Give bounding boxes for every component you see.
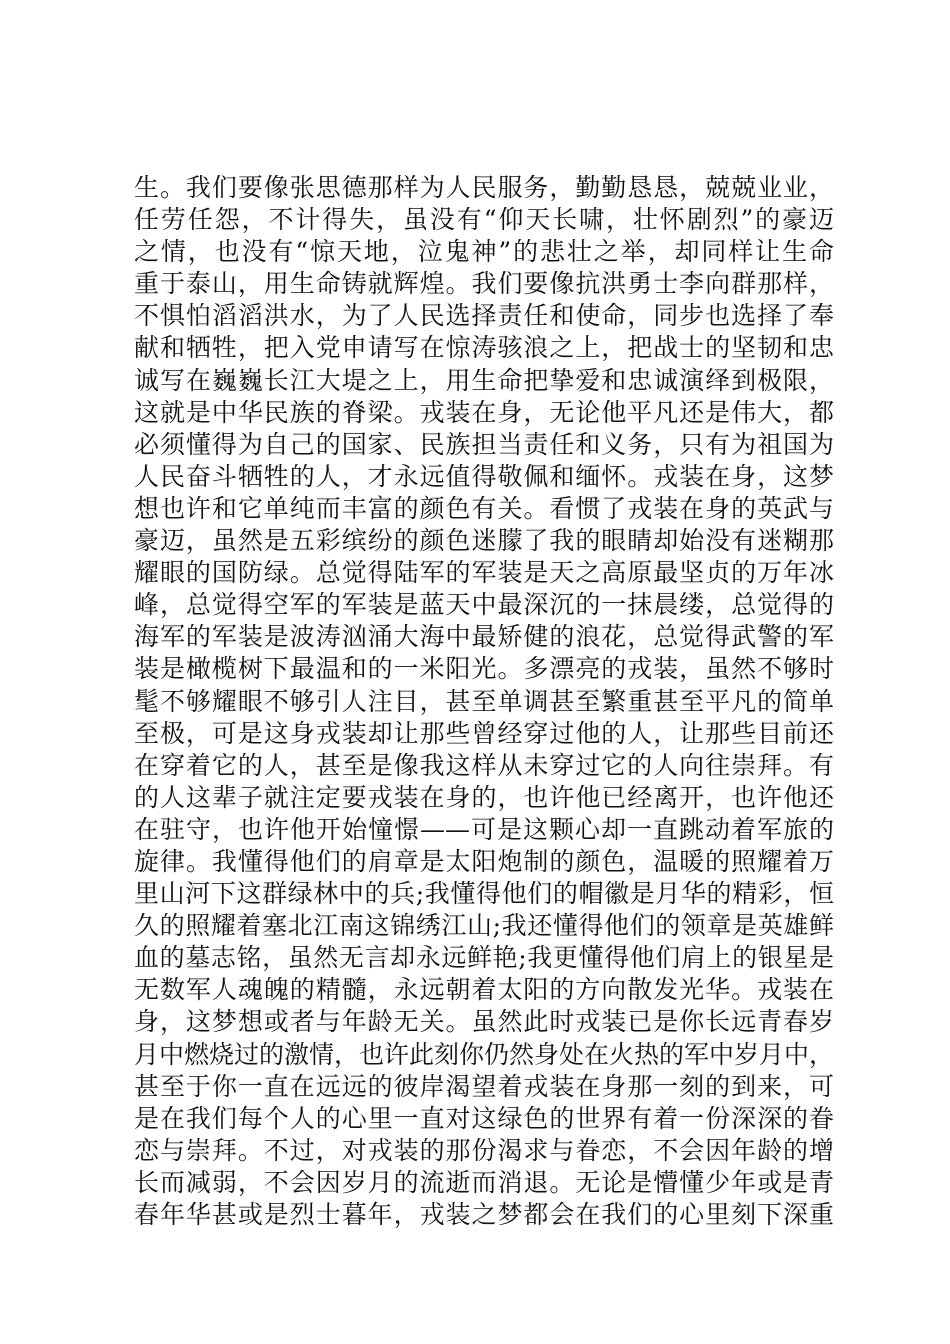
text-line: 豪迈，虽然是五彩缤纷的颜色迷朦了我的眼睛却始没有迷糊那 — [134, 526, 834, 556]
text-line: 血的墓志铭，虽然无言却永远鲜艳;我更懂得他们肩上的银星是 — [134, 943, 834, 973]
text-line: 至极，可是这身戎装却让那些曾经穿过他的人，让那些目前还 — [134, 718, 834, 748]
text-line: 必须懂得为自己的国家、民族担当责任和义务，只有为祖国为 — [134, 429, 834, 459]
text-line: 这就是中华民族的脊梁。戎装在身，无论他平凡还是伟大，都 — [134, 397, 834, 427]
text-line: 身，这梦想或者与年龄无关。虽然此时戎装已是你长远青春岁 — [134, 1007, 834, 1037]
text-line: 无数军人魂魄的精髓，永远朝着太阳的方向散发光华。戎装在 — [134, 975, 834, 1005]
body-text — [134, 172, 834, 1231]
text-line: 恋与崇拜。不过，对戎装的那份渴求与眷恋，不会因年龄的增 — [134, 1135, 834, 1165]
text-line: 海军的军装是波涛汹涌大海中最矫健的浪花，总觉得武警的军 — [134, 622, 834, 652]
text-line: 耀眼的国防绿。总觉得陆军的军装是天之高原最坚贞的万年冰 — [134, 558, 834, 588]
text-line: 里山河下这群绿林中的兵;我懂得他们的帽徽是月华的精彩，恒 — [134, 879, 834, 909]
text-line: 不惧怕滔滔洪水，为了人民选择责任和使命，同步也选择了奉 — [134, 301, 834, 331]
text-line: 久的照耀着塞北江南这锦绣江山;我还懂得他们的领章是英雄鲜 — [134, 911, 834, 941]
text-line: 装是橄榄树下最温和的一米阳光。多漂亮的戎装，虽然不够时 — [134, 654, 834, 684]
text-line: 重于泰山，用生命铸就辉煌。我们要像抗洪勇士李向群那样， — [134, 269, 834, 299]
text-line: 生。我们要像张思德那样为人民服务，勤勤恳恳，兢兢业业， — [134, 173, 834, 202]
text-line: 人民奋斗牺牲的人，才永远值得敬佩和缅怀。戎装在身，这梦 — [134, 461, 834, 491]
text-line: 献和牺牲，把入党申请写在惊涛骇浪之上，把战士的坚韧和忠 — [134, 333, 834, 363]
text-line: 想也许和它单纯而丰富的颜色有关。看惯了戎装在身的英武与 — [134, 493, 834, 523]
text-line: 的人这辈子就注定要戎装在身的，也许他已经离开，也许他还 — [134, 782, 834, 812]
text-line: 是在我们每个人的心里一直对这绿色的世界有着一份深深的眷 — [134, 1103, 834, 1133]
text-line: 之情，也没有“惊天地，泣鬼神”的悲壮之举，却同样让生命 — [134, 237, 834, 267]
text-line: 甚至于你一直在远远的彼岸渴望着戎装在身那一刻的到来，可 — [134, 1071, 834, 1101]
text-line: 峰，总觉得空军的军装是蓝天中最深沉的一抹晨缕，总觉得的 — [134, 590, 834, 620]
text-line: 在穿着它的人，甚至是像我这样从未穿过它的人向往崇拜。有 — [134, 750, 834, 780]
text-line: 旋律。我懂得他们的肩章是太阳炮制的颜色，温暖的照耀着万 — [134, 846, 834, 876]
text-line: 任劳任怨，不计得失，虽没有“仰天长啸，壮怀剧烈”的豪迈 — [134, 205, 834, 235]
text-line: 长而减弱，不会因岁月的流逝而消退。无论是懵懂少年或是青 — [134, 1167, 834, 1197]
text-line: 髦不够耀眼不够引人注目，甚至单调甚至繁重甚至平凡的简单 — [134, 686, 834, 716]
text-line: 月中燃烧过的激情，也许此刻你仍然身处在火热的军中岁月中， — [134, 1039, 834, 1069]
text-line: 春年华甚或是烈士暮年，戎装之梦都会在我们的心里刻下深重 — [134, 1200, 834, 1229]
text-line: 在驻守，也许他开始憧憬——可是这颗心却一直跳动着军旅的 — [134, 814, 834, 844]
text-line: 诚写在巍巍长江大堤之上，用生命把挚爱和忠诚演绎到极限， — [134, 365, 834, 395]
